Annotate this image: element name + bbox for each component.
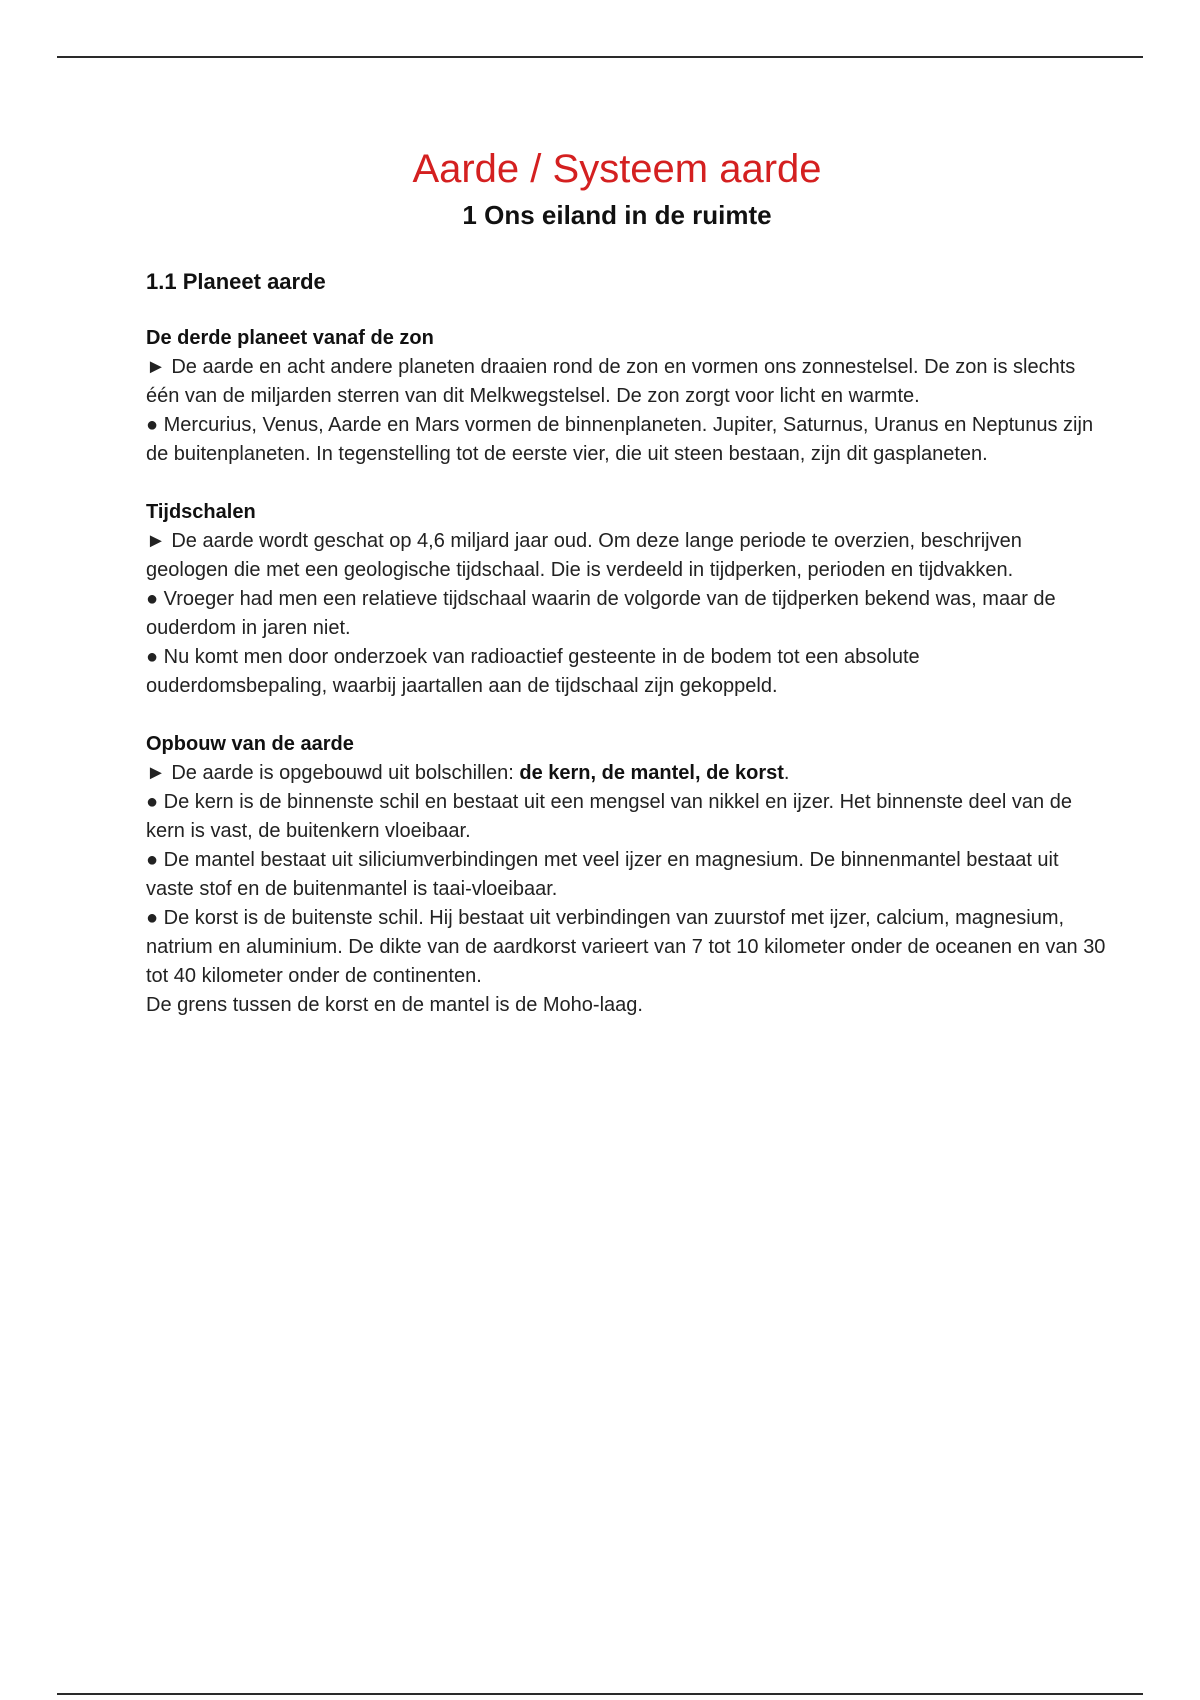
bottom-rule [57,1693,1143,1695]
block-heading: De derde planeet vanaf de zon [146,327,434,349]
paragraph-intro [146,759,1106,788]
intro-bold-terms: de kern, de mantel, de korst [519,762,784,784]
paragraph: ● Vroeger had men een relatieve tijdschaal waarin de volgorde van de tijdperken bekend was, maar de ouderdom in jaren niet. [146,588,1056,639]
intro-suffix: . [783,762,790,784]
paragraph: ● Mercurius, Venus, Aarde en Mars vormen de binnenplaneten. Jupiter, Saturnus, Uranus en Neptunus zijn de buitenplaneten. In tegenstelling tot de eerste vier, die uit steen bestaan, zijn dit gasplaneten. [146,414,1094,465]
paragraph: ● De korst is de buitenste schil. Hij bestaat uit verbindingen van zuurstof met ijzer, calcium, magnesium, natrium en aluminium. De dikte van de aardkorst varieert van 7 tot 10 kilometer onder de oceanen en van 30 tot 40 kilometer onder de continenten. [146,907,1106,987]
paragraph: ► De aarde wordt geschat op 4,6 miljard jaar oud. Om deze lange periode te overzien, beschrijven geologen die met een geologische tijdschaal. Die is verdeeld in tijdperken, perioden en tijdvakken. [146,530,1022,581]
block-derde-planeet [146,324,1106,469]
paragraph: ● De mantel bestaat uit siliciumverbindingen met veel ijzer en magnesium. De binnenmantel bestaat uit vaste stof en de buitenmantel is taai-vloeibaar. [146,849,1059,900]
document-body [146,266,1106,1049]
paragraph: ► De aarde en acht andere planeten draaien rond de zon en vormen ons zonnestelsel. De zon is slechts één van de miljarden sterren van dit Melkwegstelsel. De zon zorgt voor licht en warmte. [146,356,1076,407]
block-opbouw [146,730,1106,1020]
paragraph: ● Nu komt men door onderzoek van radioactief gesteente in de bodem tot een absolute ouderdomsbepaling, waarbij jaartallen aan de tijdschaal zijn gekoppeld. [146,646,920,697]
document-title: Aarde / Systeem aarde [412,147,822,191]
block-heading: Tijdschalen [146,501,256,523]
intro-prefix: ► De aarde is opgebouwd uit bolschillen: [146,762,520,784]
block-heading: Opbouw van de aarde [146,733,354,755]
block-tijdschalen [146,498,1106,701]
top-rule [57,56,1143,58]
paragraph: ● De kern is de binnenste schil en bestaat uit een mengsel van nikkel en ijzer. Het binnenste deel van de kern is vast, de buitenkern vloeibaar. [146,791,1072,842]
section-heading: 1.1 Planeet aarde [146,269,326,294]
paragraph: De grens tussen de korst en de mantel is de Moho-laag. [146,994,643,1016]
document-subtitle: 1 Ons eiland in de ruimte [462,200,772,230]
